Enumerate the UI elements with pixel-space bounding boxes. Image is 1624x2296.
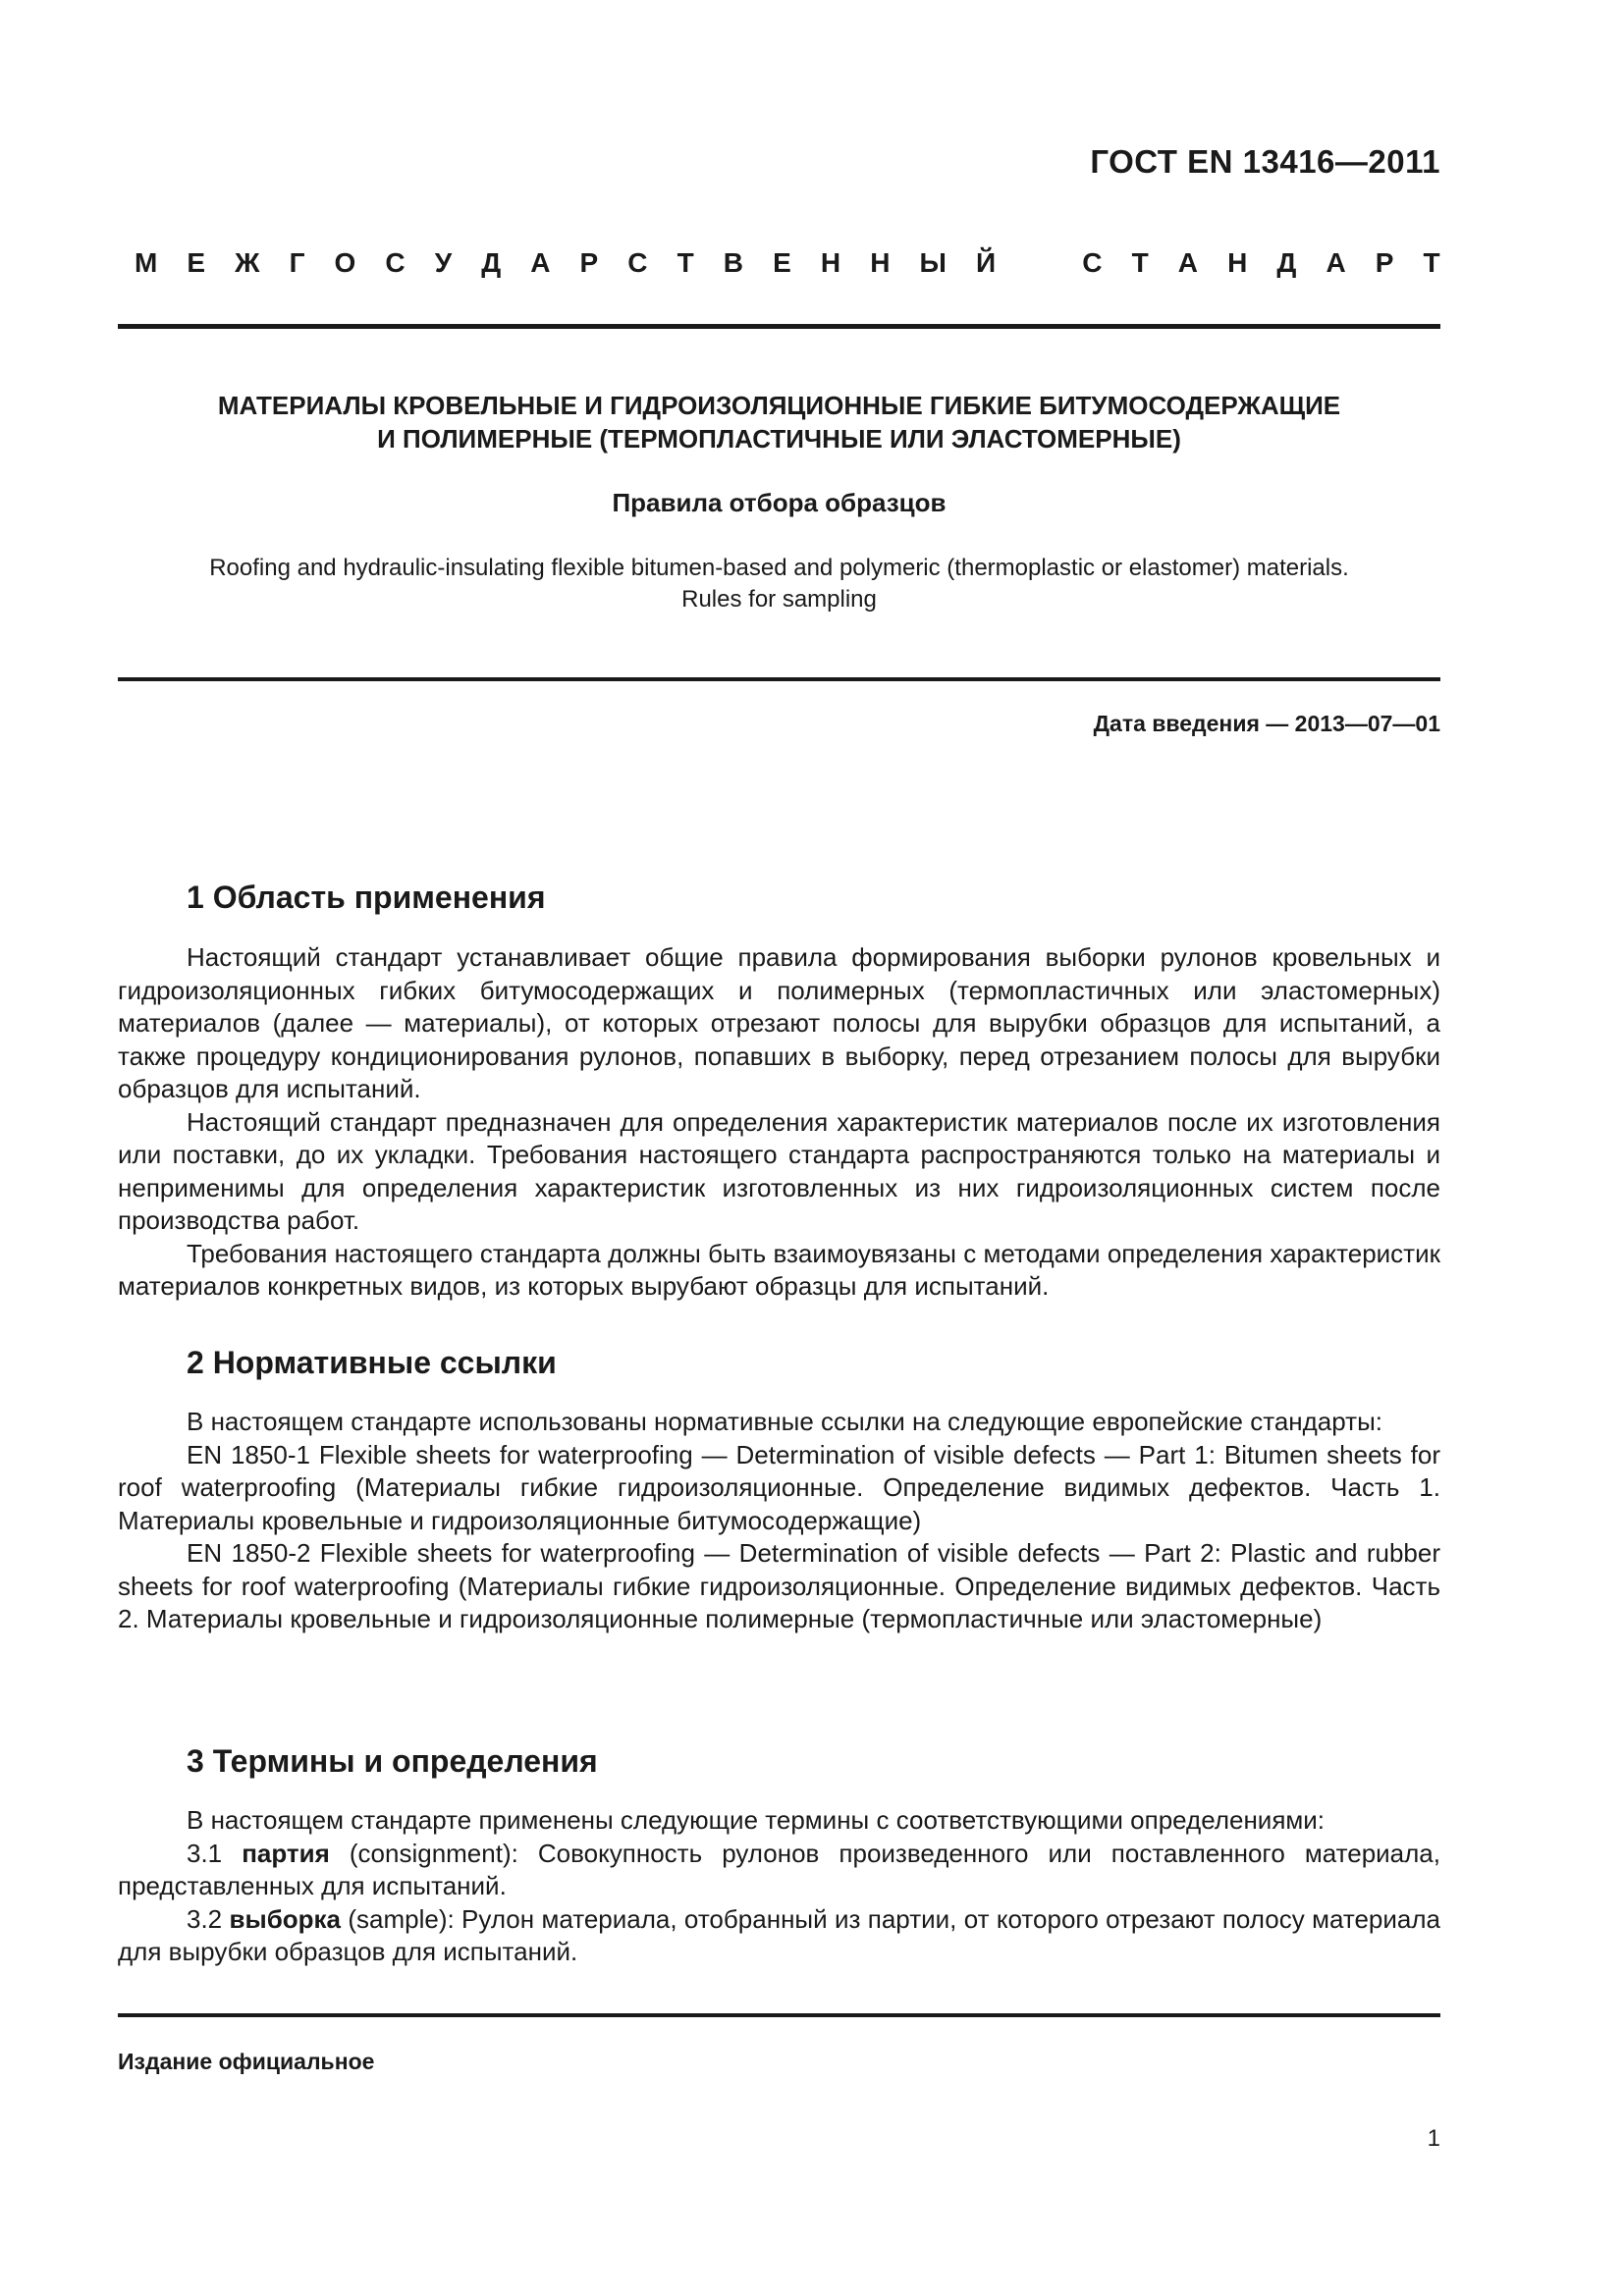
section-3-body [118,1804,1440,1969]
section-3-heading: 3 Термины и определения [187,1743,598,1779]
document-title [118,389,1440,455]
normative-reference: EN 1850-2 Flexible sheets for waterproofing — Determination of visible defects — Part 2: Plastic and rubber sheets for roof waterproofing (Материалы гибкие гидроизоляционные. Определение видимых дефектов. Часть 2. Материалы кровельные и гидроизоляционные полимерные (термопластичные или эластомерные) [118,1538,1440,1633]
english-title [118,553,1440,615]
term-text: (sample): Рулон материала, отобранный из партии, от которого отрезают полосу материала для вырубки образцов для испытаний. [118,1903,1440,1966]
interstate-letter: Г [289,247,305,278]
section-3-intro: В настоящем стандарте применены следующие термины с соответствующими определениями: [187,1805,1326,1835]
introduction-date: Дата введения — 2013—07—01 [1093,711,1440,736]
title-line-2: И ПОЛИМЕРНЫЕ (ТЕРМОПЛАСТИЧНЫЕ ИЛИ ЭЛАСТОМЕРНЫЕ) [377,424,1181,454]
section-1-paragraph: Настоящий стандарт устанавливает общие правила формирования выборки рулонов кровельных и гидроизоляционных гибких битумосодержащих и полимерных (термопластичных или эластомерных) материалов (далее — материалы), от которых отрезают полосы для вырубки образцов для испытаний, а также процедуру кондиционирования рулонов, попавших в выборку, перед отрезанием полосы для вырубки образцов для испытаний. [118,942,1440,1103]
term-number: 3.2 [187,1903,223,1934]
normative-reference: EN 1850-1 Flexible sheets for waterproofing — Determination of visible defects — Part 1: Bitumen sheets for roof waterproofing (Материалы гибкие гидроизоляционные. Определение видимых дефектов. Часть 1. Материалы кровельные и гидроизоляционные битумосодержащие) [118,1439,1440,1535]
footer-divider [118,2013,1440,2017]
interstate-letter: Й [976,247,997,278]
term-name: выборка [229,1903,341,1934]
interstate-letter: Т [677,247,694,278]
interstate-letter: А [1177,247,1199,278]
interstate-letter: Р [1375,247,1394,278]
official-edition-label: Издание официальное [118,2049,375,2074]
term-name: партия [242,1838,330,1868]
section-2-paragraph: В настоящем стандарте использованы нормативные ссылки на следующие европейские стандарты: [187,1407,1382,1436]
interstate-letter: Д [481,247,502,278]
interstate-letter: Н [1227,247,1248,278]
interstate-letter: С [1082,247,1103,278]
term-number: 3.1 [187,1838,223,1868]
english-title-line-1: Roofing and hydraulic-insulating flexible bitumen-based and polymeric (thermoplastic or elastomer) materials. [209,555,1349,581]
section-1-paragraph: Настоящий стандарт предназначен для определения характеристик материалов после их изготовления или поставки, до их укладки. Требования настоящего стандарта распространяются только на материалы и неприменимы для определения характеристик изготовленных из них гидроизоляционных систем после производства работ. [118,1106,1440,1235]
interstate-letter: Н [870,247,891,278]
interstate-letter: В [723,247,744,278]
interstate-letter: Т [1131,247,1149,278]
section-1-paragraph: Требования настоящего стандарта должны быть взаимоувязаны с методами определения характеристик материалов конкретных видов, из которых вырубают образцы для испытаний. [118,1238,1440,1301]
section-1-heading: 1 Область применения [187,880,546,915]
interstate-letter: А [1326,247,1346,278]
section-2-body [118,1406,1440,1636]
interstate-letter: Н [820,247,841,278]
term-definition [118,1903,1440,1969]
title-divider [118,677,1440,681]
english-title-line-2: Rules for sampling [681,586,877,613]
interstate-letter: Ж [235,247,260,278]
interstate-letter: Д [1276,247,1297,278]
interstate-letter: Е [773,247,791,278]
term-text: (consignment): Совокупность рулонов произведенного или поставленного материала, представленных для испытаний. [118,1838,1440,1900]
interstate-letter: С [627,247,648,278]
interstate-standard-heading [135,247,1440,279]
interstate-letter: О [334,247,356,278]
interstate-letter: А [530,247,551,278]
interstate-letter: Ы [919,247,947,278]
header-divider [118,324,1440,329]
term-definition [118,1838,1440,1903]
standard-number: ГОСТ EN 13416—2011 [1090,143,1440,180]
interstate-letter: Е [187,247,206,278]
interstate-letter: Т [1423,247,1440,278]
interstate-letter [1025,247,1053,279]
interstate-letter: У [434,247,453,278]
section-1-body [118,941,1440,1304]
page-number: 1 [1427,2125,1440,2152]
title-line-1: МАТЕРИАЛЫ КРОВЕЛЬНЫЕ И ГИДРОИЗОЛЯЦИОННЫЕ ГИБКИЕ БИТУМОСОДЕРЖАЩИЕ [217,391,1341,420]
document-subtitle: Правила отбора образцов [612,488,947,517]
interstate-letter: С [385,247,406,278]
section-2-heading: 2 Нормативные ссылки [187,1345,557,1380]
interstate-letter: М [135,247,158,278]
interstate-letter: Р [579,247,599,278]
